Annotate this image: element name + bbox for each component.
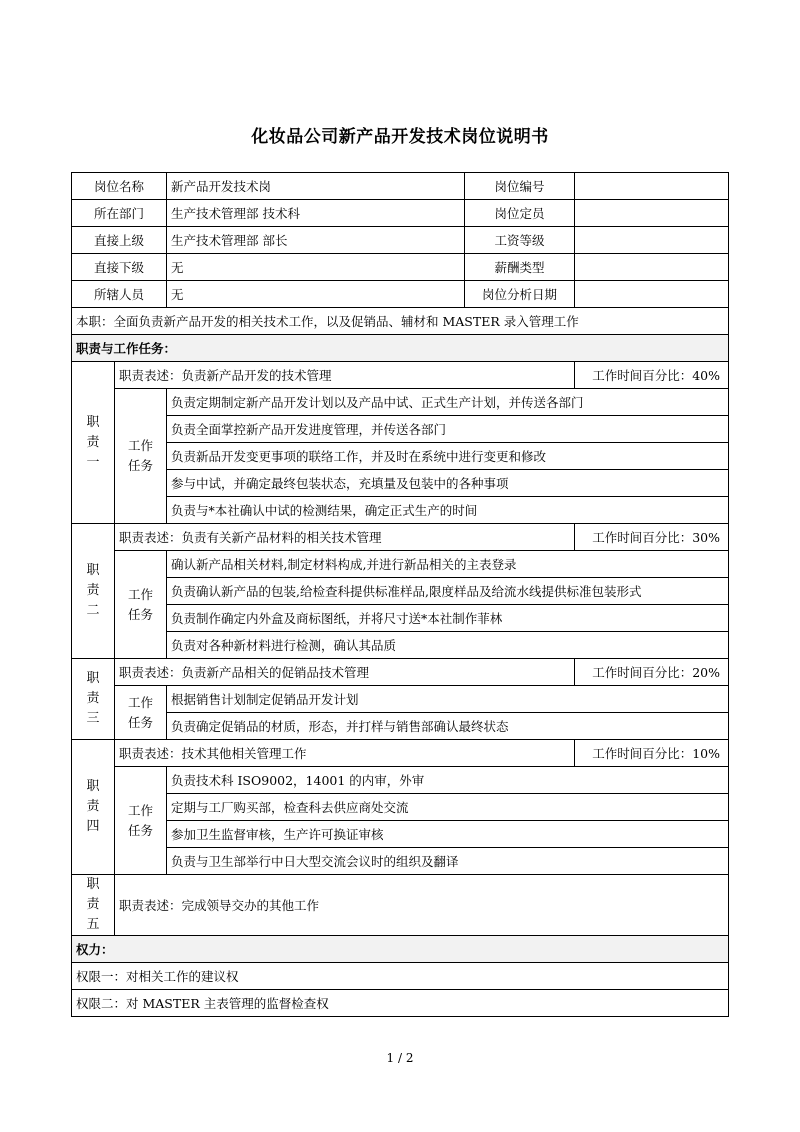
task-row [72, 578, 729, 605]
document-title: 化妆品公司新产品开发技术岗位说明书 [251, 127, 549, 147]
task-row [72, 632, 729, 659]
task-label-text: 工作 任务 [128, 438, 154, 473]
duty-statement-row [72, 524, 729, 551]
task-item: 参加卫生监督审核，生产许可换证审核 [167, 821, 729, 848]
duty-row [72, 875, 729, 936]
duty-label [72, 362, 115, 524]
info-label: 直接下级 [72, 254, 167, 281]
task-row [72, 497, 729, 524]
duty-label-text: 职 责 一 [86, 414, 100, 470]
info-value-2 [575, 281, 729, 308]
info-value: 无 [167, 254, 465, 281]
task-item: 参与中试，并确定最终包装状态，充填量及包装中的各种事项 [167, 470, 729, 497]
info-row [72, 200, 729, 227]
duty-label-text: 职 责 二 [86, 563, 100, 618]
info-value-2 [575, 227, 729, 254]
responsibilities-header-row [72, 335, 729, 362]
task-item: 负责与*本社确认中试的检测结果，确定正式生产的时间 [167, 497, 729, 524]
duty-statement: 职责表述：完成领导交办的其他工作 [115, 875, 729, 936]
authority-row [72, 990, 729, 1017]
task-label [115, 389, 167, 524]
task-row [72, 821, 729, 848]
duty-time-percentage: 工作时间百分比：10% [575, 740, 729, 767]
task-item: 负责全面掌控新产品开发进度管理，并传送各部门 [167, 416, 729, 443]
duty-label [72, 875, 115, 936]
duty-statement: 职责表述：负责有关新产品材料的相关技术管理 [115, 524, 575, 551]
task-row [72, 443, 729, 470]
task-item: 负责新品开发变更事项的联络工作，并及时在系统中进行变更和修改 [167, 443, 729, 470]
duty-time-percentage: 工作时间百分比：30% [575, 524, 729, 551]
info-value: 生产技术管理部 技术科 [167, 200, 465, 227]
task-row [72, 686, 729, 713]
duty-statement: 职责表述：负责新产品开发的技术管理 [115, 362, 575, 389]
task-item: 负责定期制定新产品开发计划以及产品中试、正式生产计划，并传送各部门 [167, 389, 729, 416]
info-row [72, 227, 729, 254]
authority-item: 权限二：对 MASTER 主表管理的监督检查权 [72, 990, 729, 1017]
info-label: 岗位名称 [72, 173, 167, 200]
duty-label-text: 职 责 五 [86, 877, 100, 932]
authority-header: 权力： [72, 936, 729, 963]
duty-summary-row [72, 308, 729, 335]
duty-label [72, 659, 115, 740]
info-row [72, 173, 729, 200]
info-label: 所辖人员 [72, 281, 167, 308]
info-label: 直接上级 [72, 227, 167, 254]
task-item: 负责与卫生部举行中日大型交流会议时的组织及翻译 [167, 848, 729, 875]
task-label [115, 551, 167, 659]
task-label [115, 686, 167, 740]
duty-label-text: 职 责 四 [86, 779, 100, 834]
info-value: 生产技术管理部 部长 [167, 227, 465, 254]
task-row [72, 416, 729, 443]
task-row [72, 767, 729, 794]
authority-row [72, 963, 729, 990]
duty-time-percentage: 工作时间百分比：40% [575, 362, 729, 389]
task-row [72, 848, 729, 875]
task-item: 定期与工厂购买部，检查科去供应商处交流 [167, 794, 729, 821]
duty-time-percentage: 工作时间百分比：20% [575, 659, 729, 686]
info-value: 新产品开发技术岗 [167, 173, 465, 200]
info-label-2: 薪酬类型 [465, 254, 575, 281]
task-label [115, 767, 167, 875]
task-label-text: 工作 任务 [128, 694, 154, 730]
duty-statement: 职责表述：技术其他相关管理工作 [115, 740, 575, 767]
task-row [72, 794, 729, 821]
task-item: 负责技术科 ISO9002，14001 的内审，外审 [167, 767, 729, 794]
info-value-2 [575, 254, 729, 281]
task-row [72, 470, 729, 497]
task-item: 根据销售计划制定促销品开发计划 [167, 686, 729, 713]
duty-statement-row [72, 659, 729, 686]
info-label: 所在部门 [72, 200, 167, 227]
duty-label [72, 524, 115, 659]
job-description-table [71, 172, 729, 1017]
task-label-text: 工作 任务 [128, 802, 154, 838]
info-label-2: 岗位分析日期 [465, 281, 575, 308]
task-item: 确认新产品相关材料,制定材料构成,并进行新品相关的主表登录 [167, 551, 729, 578]
info-label-2: 岗位编号 [465, 173, 575, 200]
duty-statement-row [72, 362, 729, 389]
task-label-text: 工作 任务 [128, 586, 154, 622]
info-label-2: 岗位定员 [465, 200, 575, 227]
authority-header-row [72, 936, 729, 963]
page-number: 1 / 2 [386, 1051, 414, 1065]
duty-statement-row [72, 740, 729, 767]
task-item: 负责对各种新材料进行检测，确认其品质 [167, 632, 729, 659]
info-value-2 [575, 200, 729, 227]
task-row [72, 551, 729, 578]
task-item: 负责确定促销品的材质，形态，并打样与销售部确认最终状态 [167, 713, 729, 740]
task-item: 负责制作确定内外盒及商标图纸，并将尺寸送*本社制作菲林 [167, 605, 729, 632]
task-row [72, 713, 729, 740]
task-item: 负责确认新产品的包装,给检查科提供标准样品,限度样品及给流水线提供标准包装形式 [167, 578, 729, 605]
info-label-2: 工资等级 [465, 227, 575, 254]
duty-label [72, 740, 115, 875]
responsibilities-header: 职责与工作任务： [72, 335, 729, 362]
info-row [72, 281, 729, 308]
task-row [72, 605, 729, 632]
authority-item: 权限一：对相关工作的建议权 [72, 963, 729, 990]
duty-label-text: 职 责 三 [86, 671, 100, 726]
task-row [72, 389, 729, 416]
duty-summary: 本职：全面负责新产品开发的相关技术工作，以及促销品、辅材和 MASTER 录入管理工作 [72, 308, 729, 335]
info-value-2 [575, 173, 729, 200]
info-row [72, 254, 729, 281]
duty-statement: 职责表述：负责新产品相关的促销品技术管理 [115, 659, 575, 686]
info-value: 无 [167, 281, 465, 308]
